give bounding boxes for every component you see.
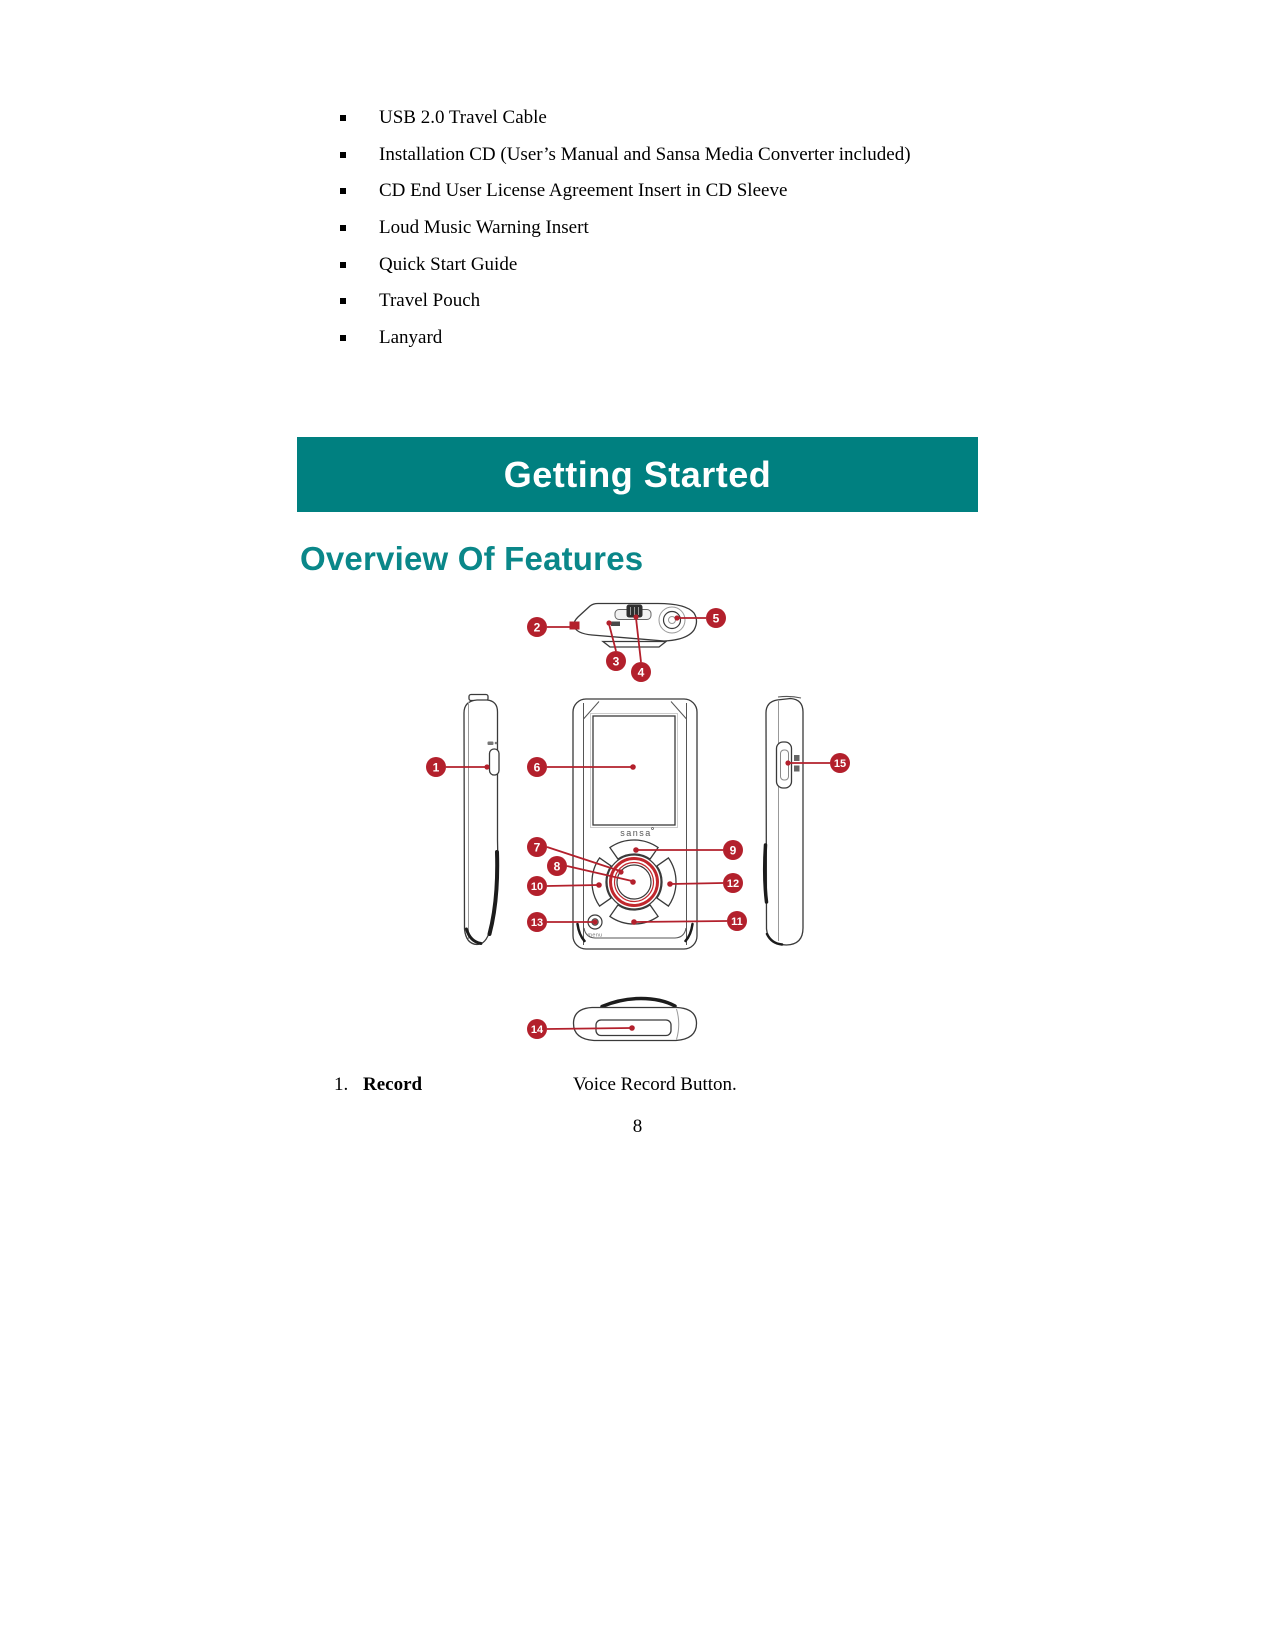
menu-button-label: menu (587, 932, 603, 939)
callout-12-number: 12 (726, 878, 740, 890)
device-diagram (400, 560, 860, 1060)
list-item (340, 173, 911, 210)
front-view (573, 699, 697, 949)
list-item (340, 246, 911, 283)
callout-13-number: 13 (530, 917, 544, 929)
subsection-heading: Overview Of Features (300, 540, 644, 577)
packing-list-item-text: Loud Music Warning Insert (379, 217, 589, 239)
bullet-square-icon (340, 152, 346, 158)
bullet-square-icon (340, 225, 346, 231)
right-side-edge-shade (765, 845, 767, 902)
list-item (340, 283, 911, 320)
list-item (340, 137, 911, 174)
packing-list-item-text: Lanyard (379, 326, 443, 348)
menu-button (588, 915, 603, 939)
callout-1-number: 1 (432, 760, 440, 775)
headphone-jack (659, 607, 685, 633)
screen (593, 716, 675, 825)
callout-5-number: 5 (712, 611, 720, 626)
feature-list-row (334, 1074, 1054, 1100)
packing-list-item-text: Installation CD (User’s Manual and Sansa Media Converter included) (379, 143, 911, 165)
bottom-view (574, 999, 697, 1041)
packing-list-item-text: CD End User License Agreement Insert in CD Sleeve (379, 180, 788, 202)
top-view (574, 604, 697, 648)
callout-15-number: 15 (833, 758, 847, 770)
bullet-square-icon (340, 262, 346, 268)
bullet-square-icon (340, 188, 346, 194)
callout-9-number: 9 (729, 843, 737, 858)
callout-14-number: 14 (530, 1024, 544, 1036)
packing-list (340, 100, 911, 356)
bullet-square-icon (340, 298, 346, 304)
feature-name: Record (363, 1074, 423, 1095)
list-item (340, 320, 911, 357)
page-number: 8 (632, 1116, 643, 1137)
callout-4-number: 4 (637, 665, 645, 680)
callout-6-number: 6 (533, 760, 541, 775)
callout-11-number: 11 (731, 916, 743, 928)
feature-description: Voice Record Button. (573, 1074, 737, 1095)
section-banner-title: Getting Started (503, 453, 772, 495)
callout-10-number: 10 (530, 881, 544, 893)
bottom-view-clip (602, 999, 675, 1007)
section-banner (297, 437, 978, 512)
right-side-view (765, 696, 803, 945)
packing-list-item-text: Travel Pouch (379, 290, 481, 312)
feature-number: 1. (334, 1074, 349, 1095)
right-side-top-tab (778, 696, 801, 698)
bullet-square-icon (340, 115, 346, 121)
brand-label: sansa (620, 828, 652, 838)
microphone-highlight (570, 622, 580, 630)
bullet-square-icon (340, 335, 346, 341)
list-item (340, 100, 911, 137)
top-view-bottom-tab (603, 642, 666, 648)
callout-3-number: 3 (612, 654, 620, 669)
callout-2-number: 2 (533, 620, 541, 635)
packing-list-item-text: Quick Start Guide (379, 253, 518, 275)
left-side-view (464, 695, 499, 945)
list-item (340, 210, 911, 247)
power-indicator (611, 622, 620, 627)
record-button (490, 749, 500, 775)
callout-7-number: 7 (533, 840, 541, 855)
callout-2 (527, 617, 580, 637)
packing-list-item-text: USB 2.0 Travel Cable (379, 107, 547, 129)
right-side-body (766, 699, 803, 946)
callout-8-number: 8 (553, 859, 561, 874)
